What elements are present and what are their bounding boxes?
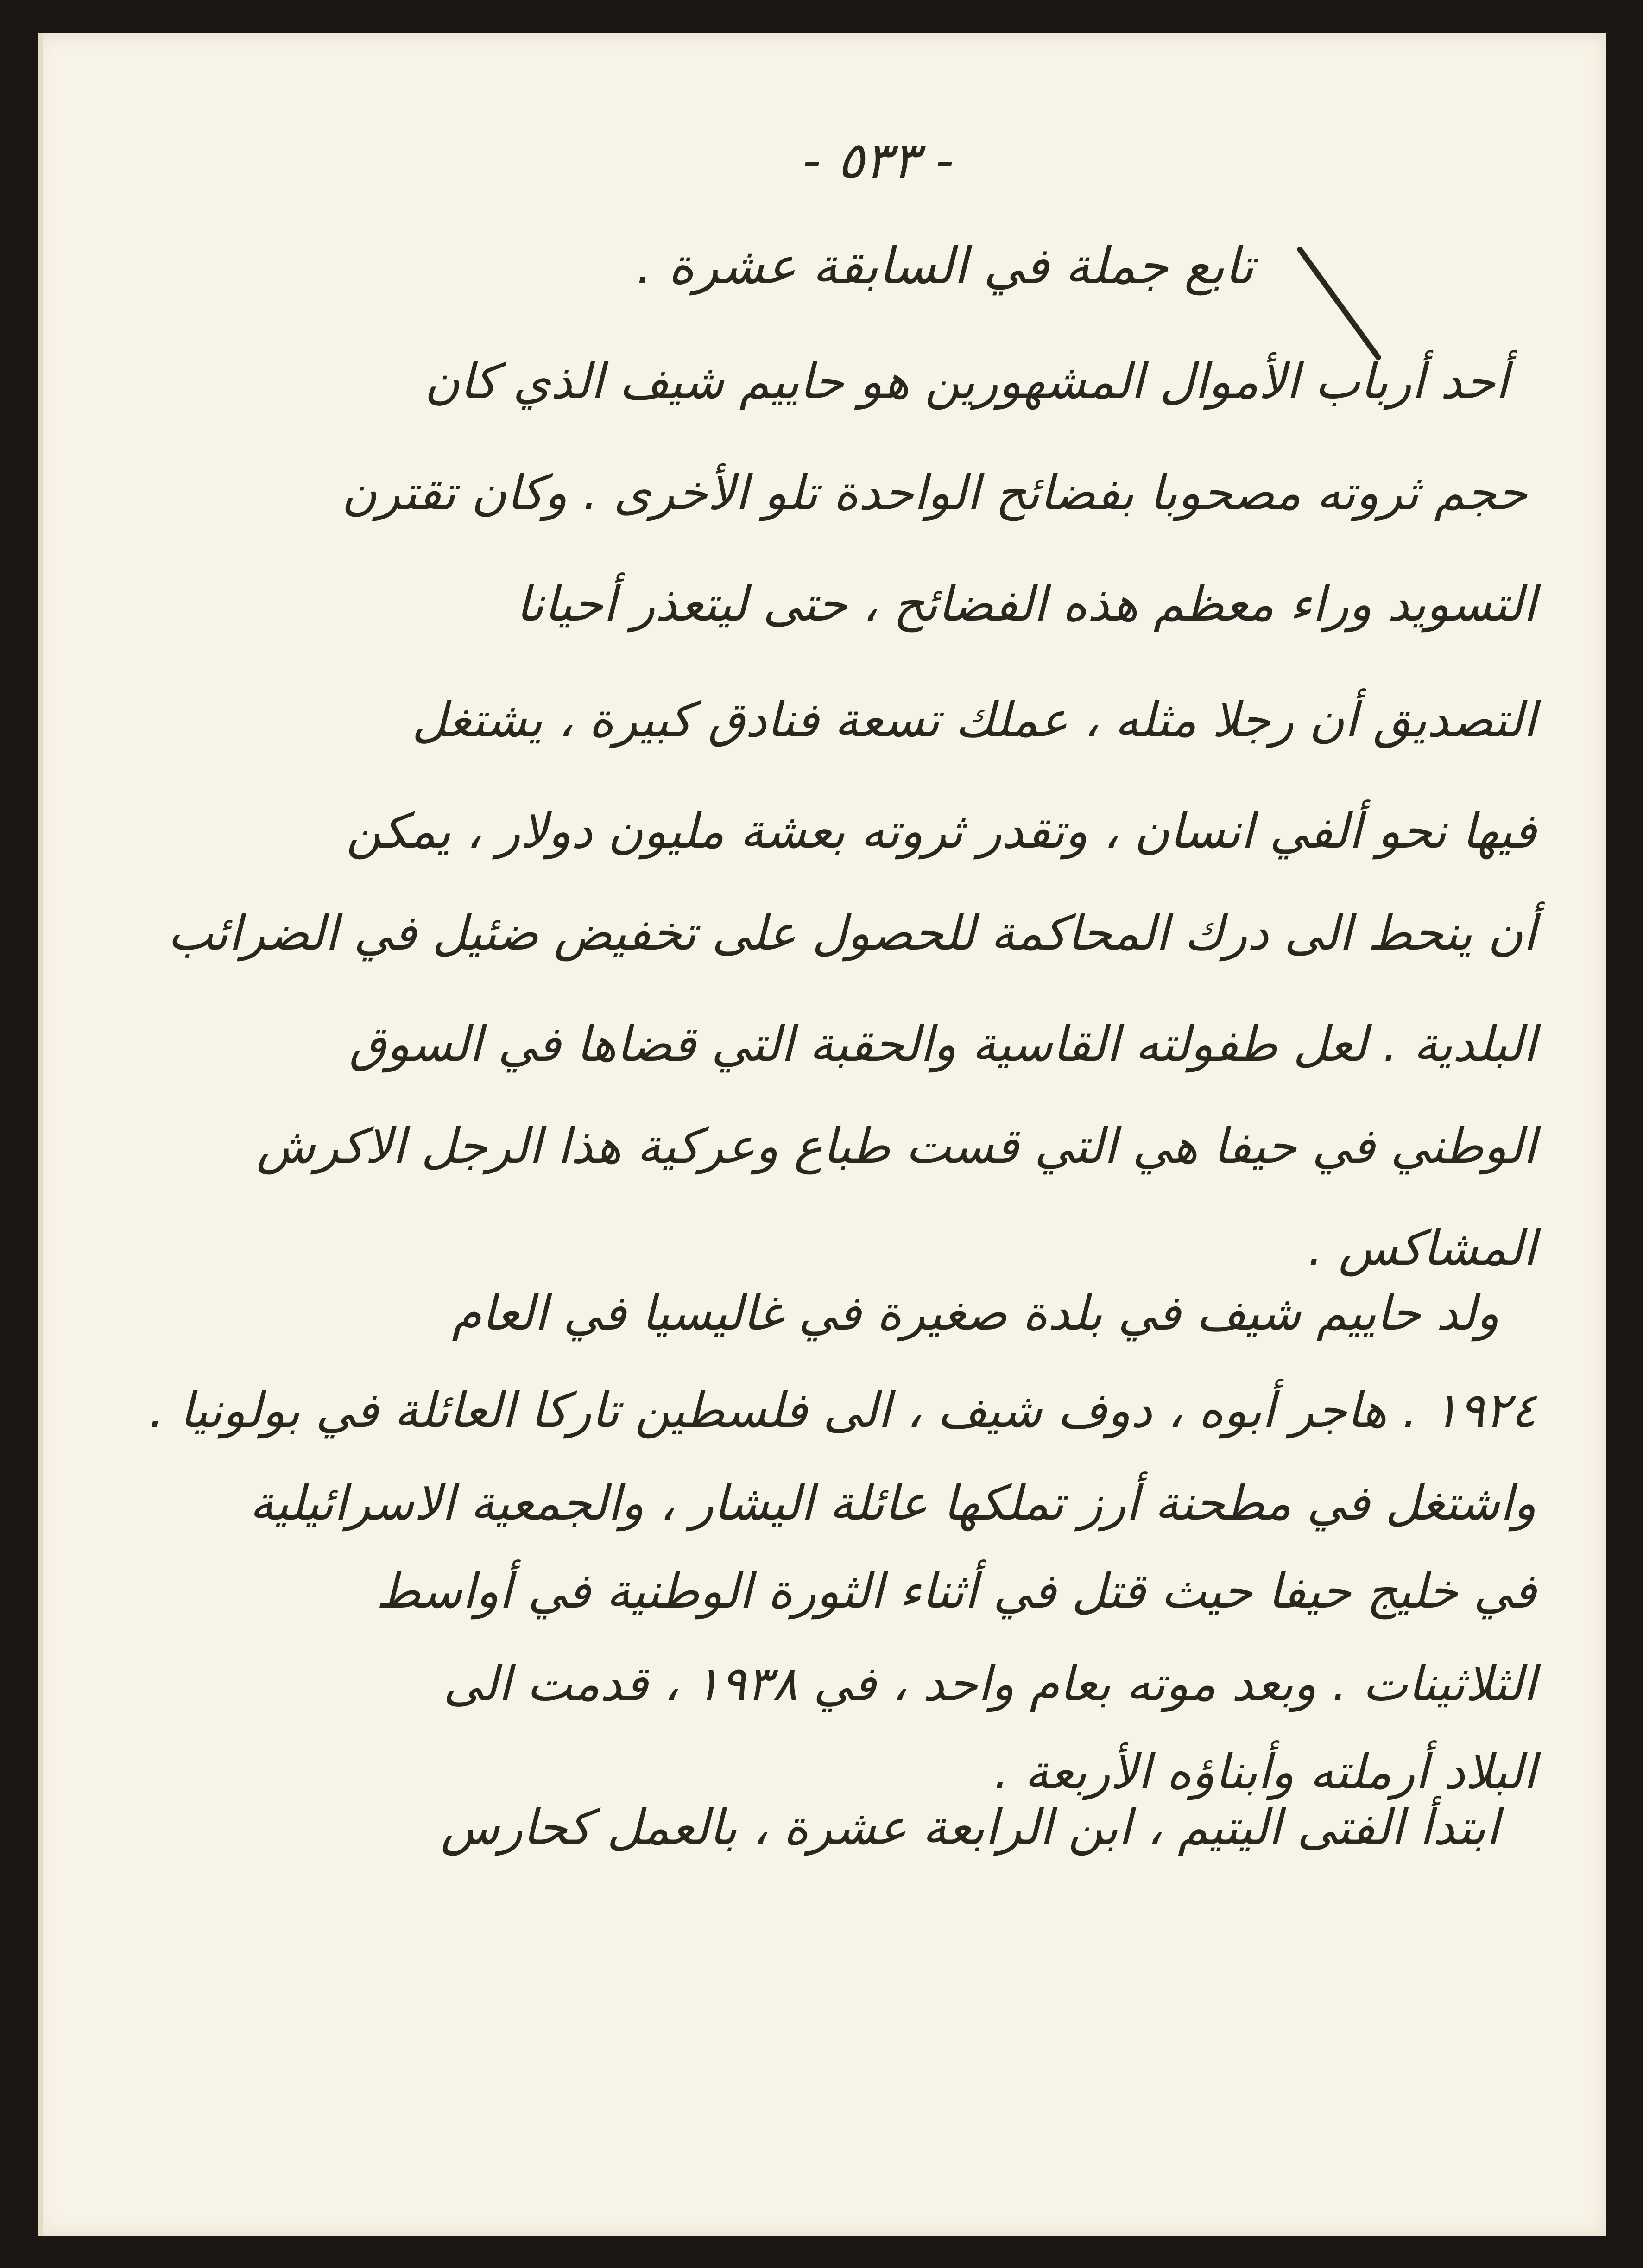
text-line: البلدية . لعل طفولته القاسية والحقبة التي قضاها في السوق bbox=[349, 1016, 1536, 1072]
manuscript-page bbox=[38, 33, 1606, 2236]
text-line: المشاكس . bbox=[1308, 1220, 1536, 1276]
margin-slash-mark bbox=[1296, 246, 1382, 361]
paper-edge bbox=[38, 33, 43, 2236]
text-line: البلاد أرملته وأبناؤه الأربعة . bbox=[993, 1743, 1536, 1800]
text-line: في خليج حيفا حيث قتل في أثناء الثورة الوطنية في أواسط bbox=[376, 1563, 1536, 1619]
text-line: واشتغل في مطحنة أرز تملكها عائلة اليشار ، والجمعية الاسرائيلية bbox=[249, 1475, 1536, 1531]
text-line: ولد حاييم شيف في بلدة صغيرة في غاليسيا في العام bbox=[452, 1285, 1499, 1341]
text-line: أن ينحط الى درك المحاكمة للحصول على تخفيض ضئيل في الضرائب bbox=[167, 905, 1536, 961]
text-line: فيها نحو ألفي انسان ، وتقدر ثروته بعشة مليون دولار ، يمكن bbox=[346, 803, 1536, 859]
text-line: ابتدأ الفتى اليتيم ، ابن الرابعة عشرة ، بالعمل كحارس bbox=[441, 1799, 1499, 1856]
page-number: - ٥٣٣ - bbox=[803, 131, 954, 190]
text-line: التصديق أن رجلا مثله ، عملك تسعة فنادق كبيرة ، يشتغل bbox=[411, 691, 1536, 748]
text-line: التسويد وراء معظم هذه الفضائح ، حتى ليتعذر أحيانا bbox=[516, 576, 1536, 632]
continuation-heading: تابع جملة في السابقة عشرة . bbox=[636, 237, 1254, 295]
text-line: ١٩٢٤ . هاجر أبوه ، دوف شيف ، الى فلسطين تاركا العائلة في بولونيا . bbox=[149, 1382, 1536, 1438]
text-line: حجم ثروته مصحوبا بفضائح الواحدة تلو الأخرى . وكان تقترن bbox=[341, 464, 1527, 521]
text-line: الثلاثينات . وبعد موته بعام واحد ، في ١٩٣٨ ، قدمت الى bbox=[443, 1655, 1536, 1712]
text-line: الوطني في حيفا هي التي قست طباع وعركية هذا الرجل الاكرش bbox=[256, 1118, 1536, 1174]
text-line: أحد أرباب الأموال المشهورين هو حاييم شيف الذي كان bbox=[424, 353, 1509, 410]
